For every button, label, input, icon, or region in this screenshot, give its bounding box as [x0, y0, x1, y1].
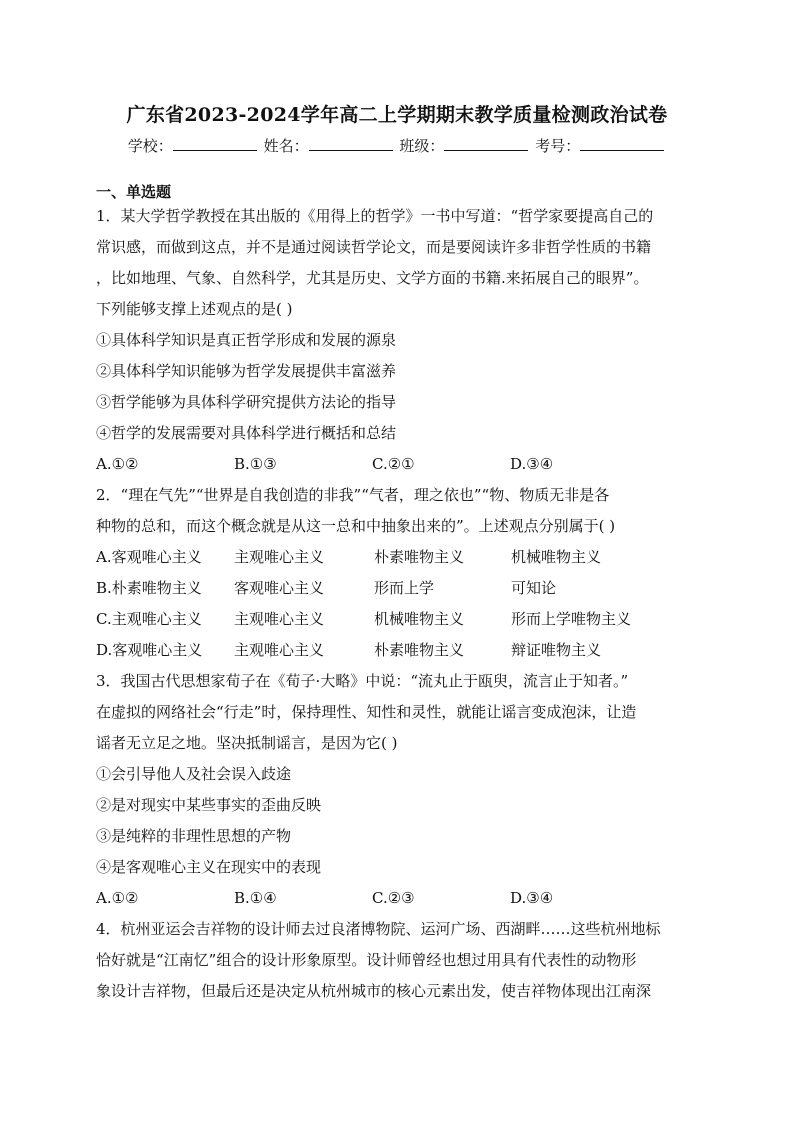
question-text-line: 象设计吉祥物，但最后还是决定从杭州城市的核心元素出发，使吉祥物体现出江南深: [96, 982, 652, 1000]
option-c[interactable]: C.②③: [372, 889, 415, 907]
question-text-line: 在虚拟的网络社会“行走”时，保持理性、知性和灵性，就能让谣言变成泡沫，让造: [96, 703, 637, 721]
statement-item: ②是对现实中某些事实的歪曲反映: [96, 796, 322, 814]
option-cell: 客观唯心主义: [234, 579, 325, 597]
option-cell: 形而上学唯物主义: [511, 610, 632, 628]
option-cell: A.客观唯心主义: [96, 548, 202, 566]
school-label: 学校：: [127, 137, 173, 155]
question-text-line: ，比如地理、气象、自然科学，尤其是历史、文学方面的书籍.来拓展自己的眼界”。: [96, 269, 649, 287]
statement-item: ③哲学能够为具体科学研究提供方法论的指导: [96, 393, 397, 411]
question-text-line: 谣者无立足之地。坚决抵制谣言，是因为它( ): [96, 734, 398, 752]
option-d[interactable]: D.③④: [510, 889, 554, 907]
option-cell: 可知论: [511, 579, 557, 597]
option-c[interactable]: C.②①: [372, 455, 415, 473]
class-blank[interactable]: [444, 136, 528, 151]
option-cell: 主观唯心主义: [234, 641, 325, 659]
question-text-line: 3．我国古代思想家荀子在《荀子·大略》中说：“流丸止于瓯臾，流言止于知者。”: [96, 672, 629, 690]
option-cell: 机械唯物主义: [374, 610, 465, 628]
option-b[interactable]: B.①④: [234, 889, 277, 907]
option-a[interactable]: A.①②: [96, 455, 139, 473]
question-text-line: 下列能够支撑上述观点的是( ): [96, 300, 293, 318]
statement-item: ①具体科学知识是真正哲学形成和发展的源泉: [96, 331, 397, 349]
statement-item: ④哲学的发展需要对具体科学进行概括和总结: [96, 424, 397, 442]
questions: [96, 201, 700, 1007]
class-label: 班级：: [399, 137, 445, 155]
name-blank[interactable]: [309, 136, 393, 151]
option-d[interactable]: D.③④: [510, 455, 554, 473]
question-4: [96, 914, 700, 1007]
option-b-row[interactable]: [96, 573, 700, 604]
statement-item: ③是纯粹的非理性思想的产物: [96, 827, 292, 845]
section-heading: 一、单选题: [96, 183, 172, 201]
option-cell: 机械唯物主义: [511, 548, 602, 566]
answer-options: [96, 449, 700, 480]
question-text-line: 恰好就是“江南忆”组合的设计形象原型。设计师曾经也想过用具有代表性的动物形: [96, 951, 637, 969]
option-b[interactable]: B.①③: [234, 455, 277, 473]
option-cell: D.客观唯心主义: [96, 641, 203, 659]
question-text-line: 4．杭州亚运会吉祥物的设计师去过良渚博物院、运河广场、西湖畔……这些杭州地标: [96, 920, 661, 938]
option-cell: 朴素唯物主义: [374, 548, 465, 566]
question-text-line: 2．“理在气先”“世界是自我创造的非我”“气者，理之依也”“物、物质无非是各: [96, 486, 610, 504]
option-cell: C.主观唯心主义: [96, 610, 202, 628]
question-text-line: 常识感，而做到这点，并不是通过阅读哲学论文，而是要阅读许多非哲学性质的书籍: [96, 238, 652, 256]
student-info-line: [0, 135, 794, 156]
school-blank[interactable]: [173, 136, 257, 151]
statement-item: ①会引导他人及社会误入歧途: [96, 765, 292, 783]
option-cell: 形而上学: [374, 579, 435, 597]
option-cell: 主观唯心主义: [234, 548, 325, 566]
exam-number-label: 考号：: [535, 137, 581, 155]
option-cell: B.朴素唯物主义: [96, 579, 202, 597]
answer-options: [96, 883, 700, 914]
option-cell: 朴素唯物主义: [374, 641, 465, 659]
name-label: 姓名：: [263, 137, 309, 155]
option-cell: 辩证唯物主义: [511, 641, 602, 659]
exam-number-blank[interactable]: [580, 136, 664, 151]
option-a-row[interactable]: [96, 542, 700, 573]
exam-title: 广东省2023-2024学年高二上学期期末教学质量检测政治试卷: [126, 104, 668, 126]
question-3: [96, 666, 700, 914]
question-text-line: 种物的总和，而这个概念就是从这一总和中抽象出来的”。上述观点分别属于( ): [96, 517, 616, 535]
option-c-row[interactable]: [96, 604, 700, 635]
option-d-row[interactable]: [96, 635, 700, 666]
option-cell: 主观唯心主义: [234, 610, 325, 628]
question-text-line: 1．某大学哲学教授在其出版的《用得上的哲学》一书中写道：“哲学家要提高自己的: [96, 207, 654, 225]
question-1: [96, 201, 700, 480]
statement-item: ④是客观唯心主义在现实中的表现: [96, 858, 322, 876]
question-2: [96, 480, 700, 666]
statement-item: ②具体科学知识能够为哲学发展提供丰富滋养: [96, 362, 397, 380]
option-a[interactable]: A.①②: [96, 889, 139, 907]
